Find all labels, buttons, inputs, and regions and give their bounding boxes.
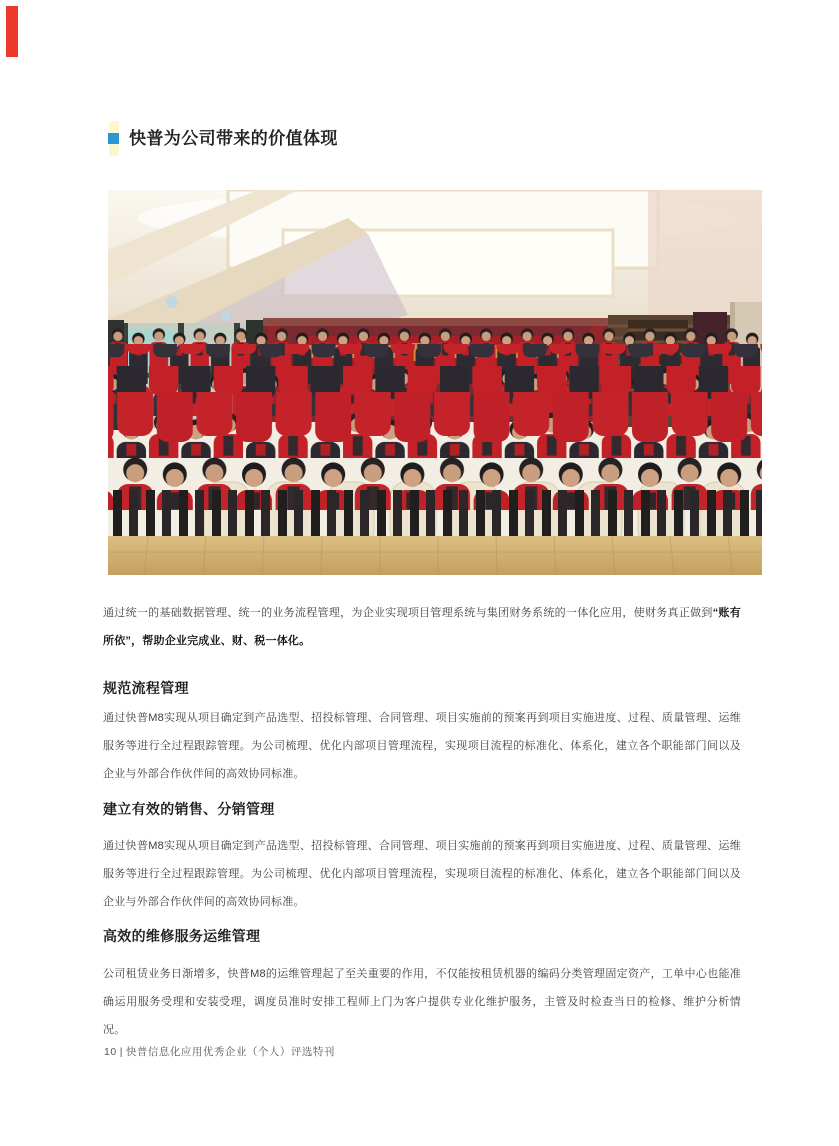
- section-bullet-icon: [108, 133, 119, 144]
- section-heading-sales: 建立有效的销售、分销管理: [103, 801, 275, 817]
- section-body-sales: 通过快普M8实现从项目确定到产品选型、招投标管理、合同管理、项目实施前的预案再到项目实施进度、过程、质量管理、运维服务等进行全过程跟踪管理。为公司梳理、优化内部项目管理流程，实现项目流程的标准化、体系化，建立各个职能部门间以及企业与外部合作伙伴间的高效协同标准。: [103, 840, 741, 908]
- page-title: 快普为公司带来的价值体现: [129, 129, 338, 148]
- section-body-maintenance: 公司租赁业务日渐增多，快普M8的运维管理起了至关重要的作用，不仅能按租赁机器的编码分类管理固定资产，工单中心也能准确运用服务受理和安装受理，调度员准时安排工程师上门为客户提供专业化维护服务，主管及时检查当日的检修、维护分析情况。: [103, 968, 741, 1036]
- intro-paragraph: [103, 599, 741, 655]
- intro-emphasis: “账有所依”，帮助企业完成业、财、税一体化。: [103, 607, 742, 647]
- photo-crowd: [108, 328, 762, 550]
- footer-separator: |: [119, 1046, 123, 1058]
- title-row: [108, 130, 338, 147]
- blue-square-icon: [108, 133, 119, 144]
- corner-mark: [6, 6, 18, 57]
- section-heading-process: 规范流程管理: [103, 680, 189, 696]
- footer-title: 快普信息化应用优秀企业（个人）评选特刊: [125, 1046, 335, 1058]
- section-body-process: 通过快普M8实现从项目确定到产品选型、招投标管理、合同管理、项目实施前的预案再到项目实施进度、过程、质量管理、运维服务等进行全过程跟踪管理。为公司梳理、优化内部项目管理流程，实现项目流程的标准化、体系化，建立各个职能部门间以及企业与外部合作伙伴间的高效协同标准。: [103, 712, 741, 780]
- group-photo-illustration: [108, 190, 762, 575]
- page-number: 10: [104, 1046, 117, 1058]
- photo-floor: [108, 536, 762, 575]
- intro-text: 通过统一的基础数据管理、统一的业务流程管理，为企业实现项目管理系统与集团财务系统的一体化应用，使财务真正做到: [103, 607, 713, 619]
- section-heading-maintenance: 高效的维修服务运维管理: [103, 928, 261, 944]
- group-photo: [108, 190, 762, 575]
- page-footer: [104, 1044, 335, 1059]
